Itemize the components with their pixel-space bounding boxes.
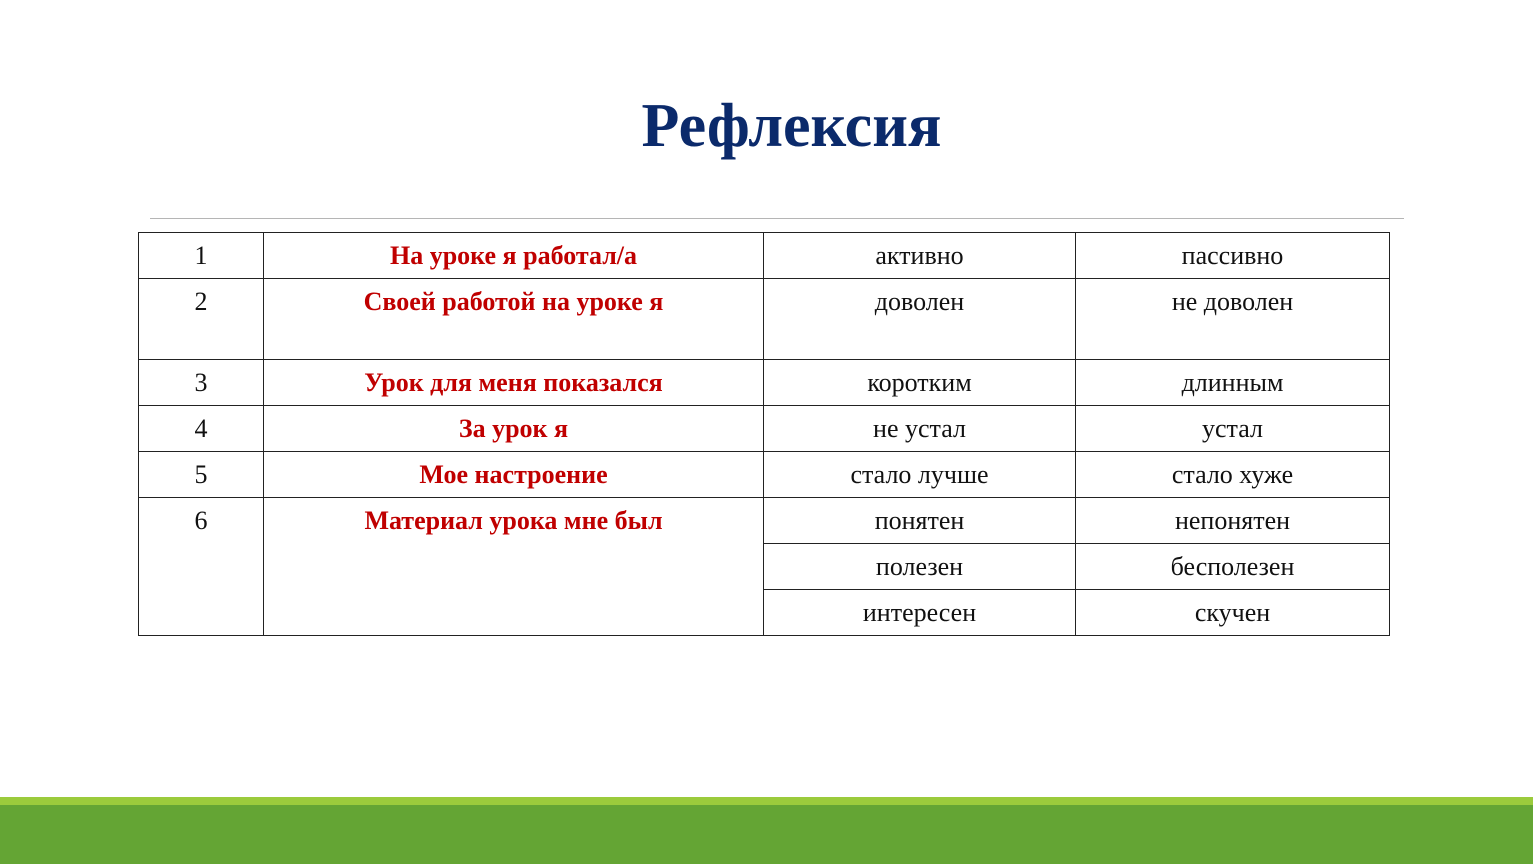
footer-accent-stripe <box>0 797 1533 805</box>
option-a-cell: доволен <box>764 279 1076 360</box>
option-b-cell: стало хуже <box>1076 452 1390 498</box>
option-a-cell: активно <box>764 233 1076 279</box>
table-row <box>139 279 1390 360</box>
row-number: 2 <box>139 279 264 360</box>
footer-band <box>0 805 1533 864</box>
question-cell: Урок для меня показался <box>264 360 764 406</box>
table-row <box>139 452 1390 498</box>
option-b-cell: длинным <box>1076 360 1390 406</box>
slide-title: Рефлексия <box>641 92 942 160</box>
question-cell: Материал урока мне был <box>264 498 764 636</box>
question-cell: Своей работой на уроке я <box>264 279 764 360</box>
title-divider <box>150 218 1404 219</box>
question-cell: На уроке я работал/а <box>264 233 764 279</box>
row-number: 3 <box>139 360 264 406</box>
question-cell: За урок я <box>264 406 764 452</box>
reflection-table <box>138 232 1390 636</box>
row-number: 5 <box>139 452 264 498</box>
row-number: 6 <box>139 498 264 636</box>
table-row <box>139 233 1390 279</box>
option-a-cell: полезен <box>764 544 1076 590</box>
option-b-cell: бесполезен <box>1076 544 1390 590</box>
row-number: 1 <box>139 233 264 279</box>
option-a-cell: не устал <box>764 406 1076 452</box>
option-a-cell: коротким <box>764 360 1076 406</box>
option-a-cell: стало лучше <box>764 452 1076 498</box>
table-row <box>139 360 1390 406</box>
table-row <box>139 406 1390 452</box>
option-b-cell: пассивно <box>1076 233 1390 279</box>
option-b-cell: не доволен <box>1076 279 1390 360</box>
row-number: 4 <box>139 406 264 452</box>
table-row <box>139 498 1390 544</box>
option-b-cell: скучен <box>1076 590 1390 636</box>
option-b-cell: непонятен <box>1076 498 1390 544</box>
question-cell: Мое настроение <box>264 452 764 498</box>
option-b-cell: устал <box>1076 406 1390 452</box>
option-a-cell: понятен <box>764 498 1076 544</box>
option-a-cell: интересен <box>764 590 1076 636</box>
